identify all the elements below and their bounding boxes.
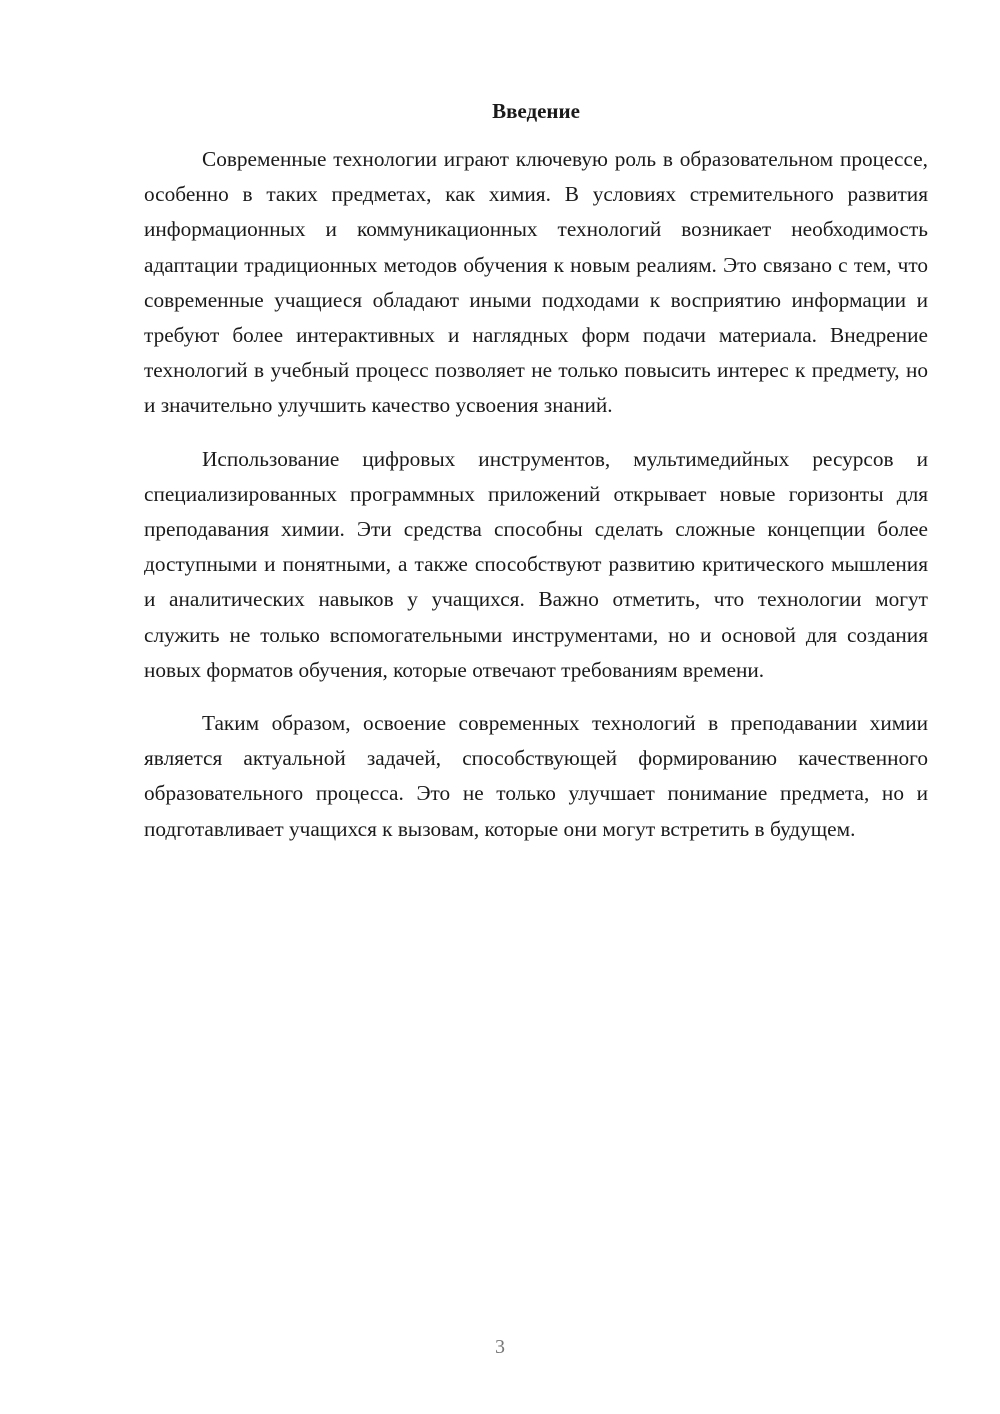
paragraph-intro: Современные технологии играют ключевую роль в образовательном процессе, особенно в таких предметах, как химия. В условиях стремительного развития информационных и коммуникационных технологий возникает необходимость адаптации традиционных методов обучения к новым реалиям. Это связано с тем, что современные учащиеся обладают иными подходами к восприятию информации и требуют более интерактивных и наглядных форм подачи материала. Внедрение технологий в учебный процесс позволяет не только повысить интерес к предмету, но и значительно улучшить качество усвоения знаний. — [144, 147, 928, 418]
section-heading: Введение — [492, 99, 580, 123]
paragraph-digital-tools: Использование цифровых инструментов, мультимедийных ресурсов и специализированных программных приложений открывает новые горизонты для преподавания химии. Эти средства способны сделать сложные концепции более доступными и понятными, а также способствуют развитию критического мышления и аналитических навыков у учащихся. Важно отметить, что технологии могут служить не только вспомогательными инструментами, но и основой для создания новых форматов обучения, которые отвечают требованиям времени. — [144, 446, 928, 682]
paragraph-conclusion: Таким образом, освоение современных технологий в преподавании химии является актуальной задачей, способствующей формированию качественного образовательного процесса. Это не только улучшает понимание предмета, но и подготавливает учащихся к вызовам, которые они могут встретить в будущем. — [144, 711, 928, 841]
page-content — [144, 94, 928, 865]
page-number: 3 — [495, 1336, 505, 1358]
